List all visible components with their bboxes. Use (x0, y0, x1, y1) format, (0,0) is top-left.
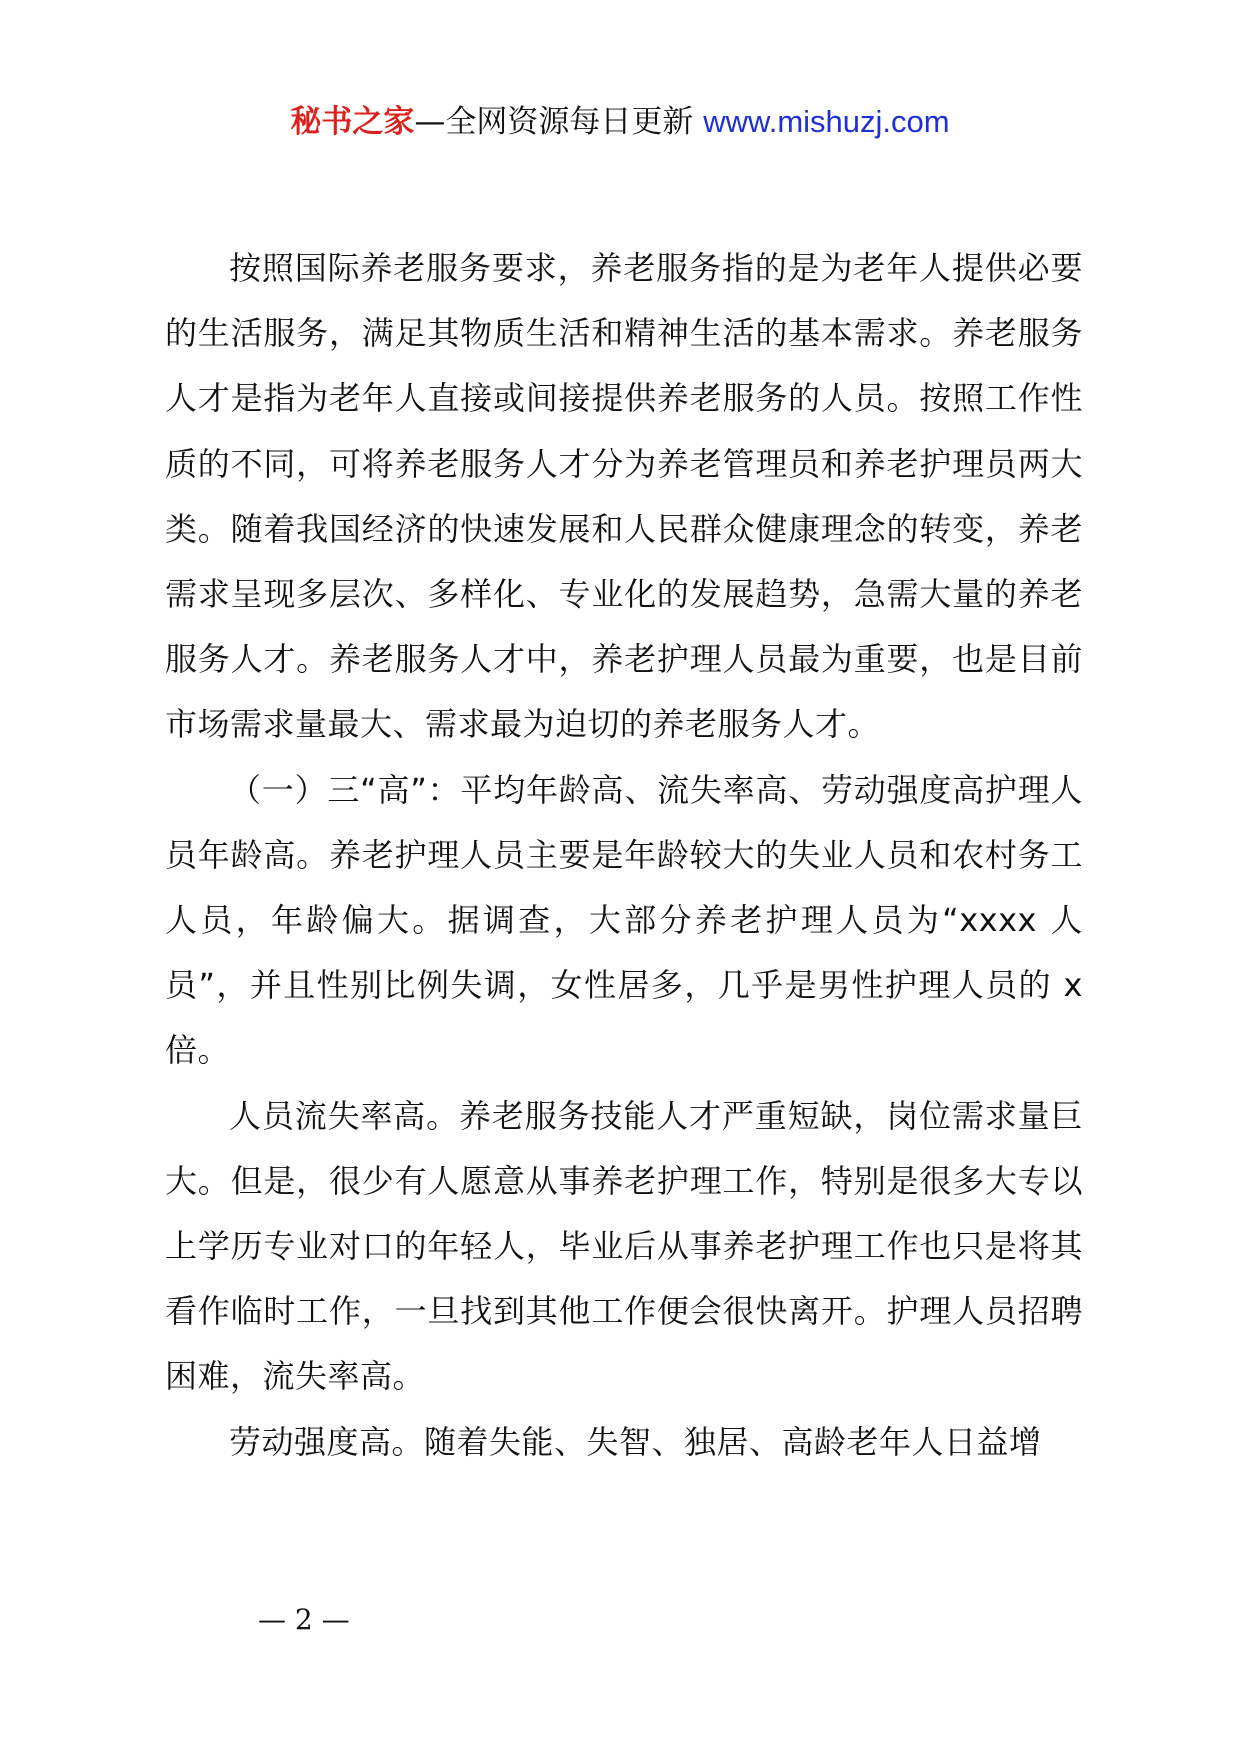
page-number: — 2 — (258, 1603, 350, 1636)
brand-name: 秘书之家 (290, 104, 415, 140)
header-tagline: —全网资源每日更新 (414, 104, 694, 140)
document-body (165, 236, 1083, 1475)
site-header (0, 100, 1240, 144)
paragraph-turnover: 人员流失率高。养老服务技能人才严重短缺，岗位需求量巨大。但是，很少有人愿意从事养老护理工作，特别是很多大专以上学历专业对口的年轻人，毕业后从事养老护理工作也只是将其看作临时工作，一旦找到其他工作便会很快离开。护理人员招聘困难，流失率高。 (165, 1096, 1083, 1396)
site-url-link[interactable]: www.mishuzj.com (703, 104, 950, 139)
paragraph-labor-intensity: 劳动强度高。随着失能、失智、独居、高龄老年人日益增 (229, 1422, 1042, 1461)
paragraph-intro: 按照国际养老服务要求，养老服务指的是为老年人提供必要的生活服务，满足其物质生活和精神生活的基本需求。养老服务人才是指为老年人直接或间接提供养老服务的人员。按照工作性质的不同，可将养老服务人才分为养老管理员和养老护理员两大类。随着我国经济的快速发展和人民群众健康理念的转变，养老需求呈现多层次、多样化、专业化的发展趋势，急需大量的养老服务人才。养老服务人才中，养老护理人员最为重要，也是目前市场需求量最大、需求最为迫切的养老服务人才。 (165, 249, 1083, 744)
paragraph-section-one: （一）三“高”：平均年龄高、流失率高、劳动强度高护理人员年龄高。养老护理人员主要是年龄较大的失业人员和农村务工人员，年龄偏大。据调查，大部分养老护理人员为“xxxx 人员”，并且性别比例失调，女性居多，几乎是男性护理人员的 x 倍。 (165, 770, 1083, 1070)
